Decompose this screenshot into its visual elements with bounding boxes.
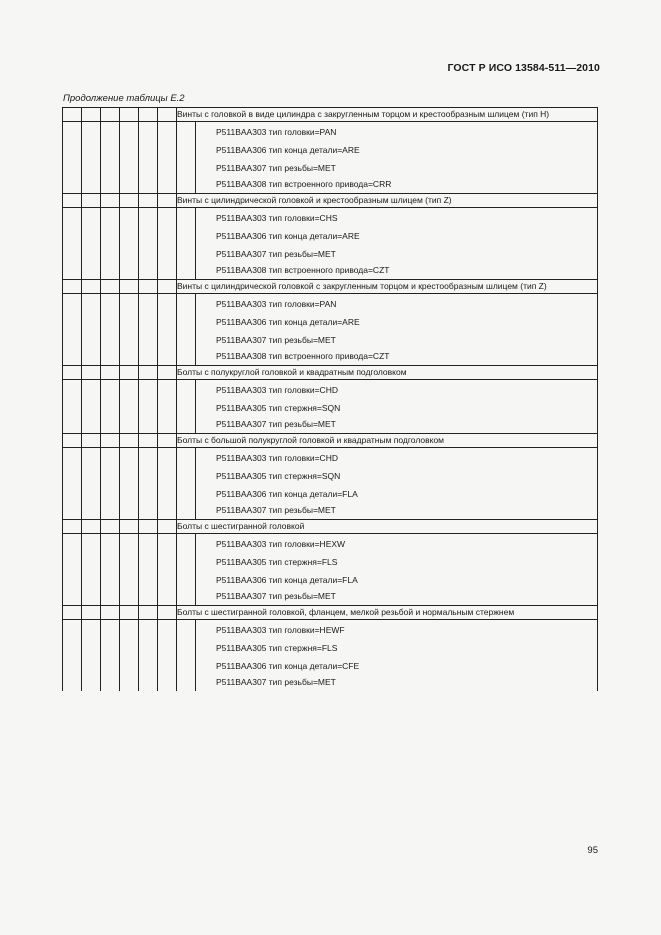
empty-cell [101,366,120,380]
empty-cell [63,606,82,620]
attribute-line: P511BAA307 тип резьбы=MET [216,249,336,259]
group-title: Винты с цилиндрической головкой с закругленным торцом и крестообразным шлицем (тип Z) [177,280,598,294]
group-items-row [63,380,598,434]
group-items-row [63,448,598,520]
empty-cell [82,108,101,122]
empty-cell [82,208,101,280]
empty-cell [82,280,101,294]
attribute-line: P511BAA303 тип головки=HEXW [216,539,346,549]
empty-cell [101,606,120,620]
group-title-row [63,280,598,294]
empty-cell [120,366,139,380]
group-items-row [63,294,598,366]
empty-cell [120,606,139,620]
attribute-line: P511BAA307 тип резьбы=MET [216,505,336,515]
group-items-row [63,208,598,280]
empty-cell [101,280,120,294]
empty-cell [120,208,139,280]
empty-cell [82,366,101,380]
empty-cell [158,448,177,520]
empty-cell [177,122,196,194]
attribute-line: P511BAA308 тип встроенного привода=CRR [216,179,392,189]
attribute-line: P511BAA305 тип стержня=FLS [216,557,338,567]
empty-cell [63,534,82,606]
empty-cell [158,122,177,194]
attribute-line: P511BAA307 тип резьбы=MET [216,335,336,345]
empty-cell [139,606,158,620]
empty-cell [82,194,101,208]
attribute-line: P511BAA303 тип головки=HEWF [216,625,345,635]
attribute-line: P511BAA308 тип встроенного привода=CZT [216,351,390,361]
empty-cell [63,194,82,208]
attribute-line: P511BAA306 тип конца детали=FLA [216,489,358,499]
empty-cell [158,294,177,366]
empty-cell [158,280,177,294]
empty-cell [177,620,196,692]
attribute-line: P511BAA308 тип встроенного привода=CZT [216,265,390,275]
empty-cell [120,280,139,294]
empty-cell [63,208,82,280]
attribute-line: P511BAA306 тип конца детали=CFE [216,661,360,671]
page-number: 95 [587,845,598,856]
group-items-row [63,122,598,194]
empty-cell [139,194,158,208]
empty-cell [158,108,177,122]
group-title-row [63,520,598,534]
empty-cell [158,534,177,606]
empty-cell [120,108,139,122]
empty-cell [139,380,158,434]
group-items-row [63,534,598,606]
empty-cell [101,448,120,520]
group-title-row [63,108,598,122]
empty-cell [120,520,139,534]
empty-cell [63,520,82,534]
empty-cell [120,380,139,434]
group-title: Болты с шестигранной головкой, фланцем, мелкой резьбой и нормальным стержнем [177,606,598,620]
empty-cell [139,294,158,366]
attribute-line: P511BAA306 тип конца детали=ARE [216,317,360,327]
table-caption: Продолжение таблицы Е.2 [63,93,185,104]
attribute-line: P511BAA307 тип резьбы=MET [216,419,336,429]
attribute-line: P511BAA303 тип головки=CHD [216,385,338,395]
attribute-list [196,380,598,434]
empty-cell [82,380,101,434]
empty-cell [139,534,158,606]
empty-cell [139,208,158,280]
empty-cell [82,606,101,620]
group-title-row [63,434,598,448]
empty-cell [82,520,101,534]
empty-cell [82,534,101,606]
empty-cell [101,434,120,448]
empty-cell [120,122,139,194]
attribute-line: P511BAA305 тип стержня=FLS [216,643,338,653]
empty-cell [120,194,139,208]
empty-cell [139,434,158,448]
empty-cell [158,620,177,692]
empty-cell [177,448,196,520]
empty-cell [139,280,158,294]
attribute-line: P511BAA306 тип конца детали=FLA [216,575,358,585]
group-title: Болты с шестигранной головкой [177,520,598,534]
empty-cell [82,122,101,194]
empty-cell [177,208,196,280]
empty-cell [139,620,158,692]
empty-cell [63,434,82,448]
attribute-list [196,620,598,692]
empty-cell [63,448,82,520]
empty-cell [101,294,120,366]
empty-cell [63,108,82,122]
empty-cell [120,534,139,606]
empty-cell [63,380,82,434]
empty-cell [82,434,101,448]
empty-cell [101,380,120,434]
empty-cell [63,294,82,366]
empty-cell [139,122,158,194]
empty-cell [101,520,120,534]
empty-cell [158,208,177,280]
attribute-line: P511BAA303 тип головки=CHS [216,213,338,223]
attribute-line: P511BAA307 тип резьбы=MET [216,677,336,687]
attribute-line: P511BAA303 тип головки=PAN [216,127,337,137]
attribute-list [196,534,598,606]
empty-cell [101,534,120,606]
attribute-list [196,448,598,520]
group-items-row [63,620,598,692]
empty-cell [139,108,158,122]
empty-cell [101,122,120,194]
empty-cell [139,448,158,520]
empty-cell [82,448,101,520]
empty-cell [158,434,177,448]
group-title: Болты с большой полукруглой головкой и квадратным подголовком [177,434,598,448]
empty-cell [63,366,82,380]
specification-table [62,107,598,691]
empty-cell [139,520,158,534]
attribute-list [196,122,598,194]
group-title-row [63,606,598,620]
empty-cell [101,194,120,208]
empty-cell [101,620,120,692]
attribute-line: P511BAA305 тип стержня=SQN [216,471,341,481]
attribute-line: P511BAA305 тип стержня=SQN [216,403,341,413]
attribute-line: P511BAA306 тип конца детали=ARE [216,145,360,155]
attribute-line: P511BAA306 тип конца детали=ARE [216,231,360,241]
group-title: Болты с полукруглой головкой и квадратным подголовком [177,366,598,380]
empty-cell [158,520,177,534]
attribute-line: P511BAA303 тип головки=CHD [216,453,338,463]
page-header-standard: ГОСТ Р ИСО 13584-511—2010 [447,62,600,74]
empty-cell [158,194,177,208]
empty-cell [139,366,158,380]
group-title: Винты с цилиндрической головкой и крестообразным шлицем (тип Z) [177,194,598,208]
empty-cell [120,620,139,692]
empty-cell [177,534,196,606]
empty-cell [177,380,196,434]
empty-cell [63,620,82,692]
empty-cell [120,294,139,366]
empty-cell [158,380,177,434]
empty-cell [120,434,139,448]
group-title-row [63,194,598,208]
empty-cell [63,280,82,294]
empty-cell [82,620,101,692]
attribute-line: P511BAA307 тип резьбы=MET [216,163,336,173]
empty-cell [120,448,139,520]
empty-cell [101,208,120,280]
group-title-row [63,366,598,380]
attribute-list [196,294,598,366]
empty-cell [158,606,177,620]
group-title: Винты с головкой в виде цилиндра с закругленным торцом и крестообразным шлицем (тип Н) [177,108,598,122]
attribute-line: P511BAA303 тип головки=PAN [216,299,337,309]
empty-cell [82,294,101,366]
attribute-list [196,208,598,280]
attribute-line: P511BAA307 тип резьбы=MET [216,591,336,601]
empty-cell [177,294,196,366]
empty-cell [101,108,120,122]
empty-cell [63,122,82,194]
empty-cell [158,366,177,380]
